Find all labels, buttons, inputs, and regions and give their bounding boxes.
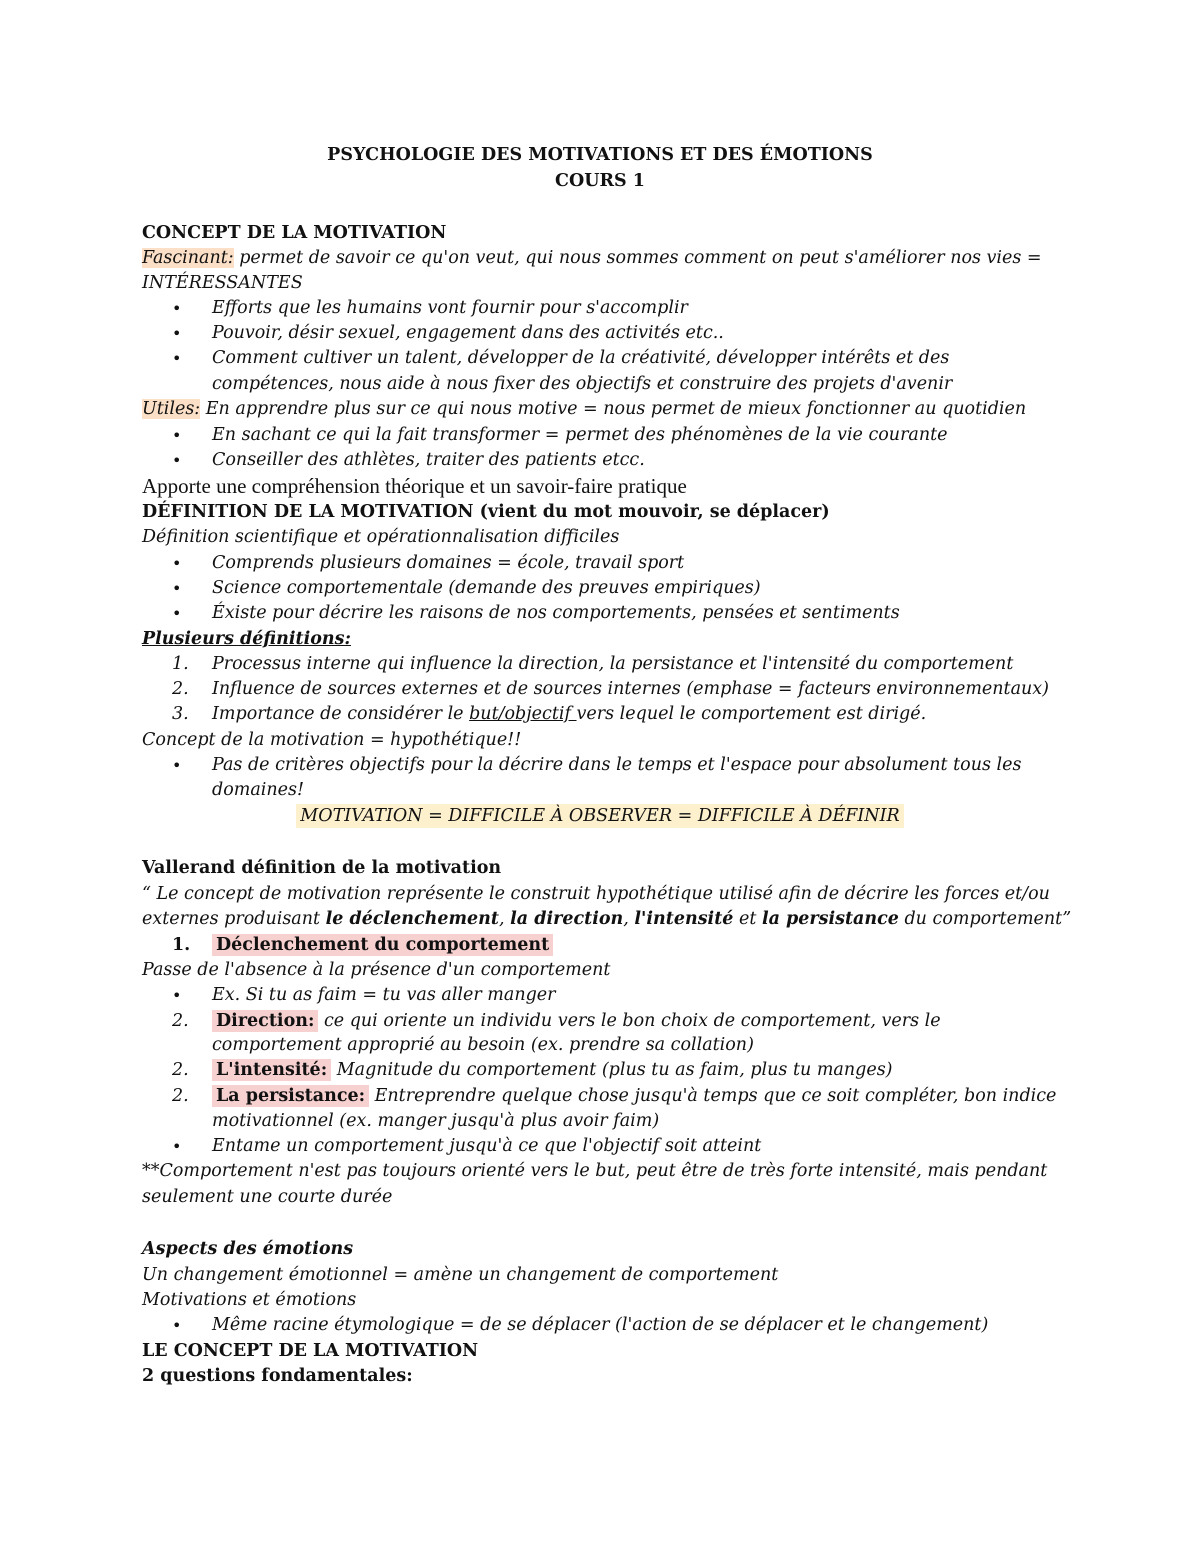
bold-text: le déclenchement [325, 909, 499, 929]
list-item [212, 702, 926, 727]
list-item: En sachant ce qui la fait transformer = permet des phénomènes de la vie courante [212, 425, 948, 445]
subheading: Plusieurs définitions: [142, 629, 351, 649]
paragraph-line: seulement une courte durée [142, 1187, 393, 1207]
text: , [623, 909, 635, 929]
bullet-icon: • [172, 579, 182, 598]
list-item: Processus interne qui influence la direction, la persistance et l'intensité du comportement [212, 654, 1014, 674]
list-item: Comprends plusieurs domaines = école, travail sport [212, 553, 685, 573]
text: ce qui oriente un individu vers le bon choix de comportement, vers le [318, 1011, 941, 1031]
bullet-icon: • [172, 324, 182, 343]
text: Entreprendre quelque chose jusqu'à temps que ce soit compléter, bon indice [369, 1086, 1057, 1106]
document-title: PSYCHOLOGIE DES MOTIVATIONS ET DES ÉMOTIONS [327, 145, 873, 165]
bullet-icon: • [172, 349, 182, 368]
list-number: 1. [172, 935, 191, 955]
paragraph-line [142, 397, 1026, 422]
highlight-label: L'intensité: [212, 1059, 331, 1081]
list-item [212, 1009, 941, 1034]
quote-line: “ Le concept de motivation représente le construit hypothétique utilisé afin de décrire les forces et/ou [142, 884, 1050, 904]
paragraph-line: INTÉRESSANTES [142, 273, 303, 293]
highlight-label: La persistance: [212, 1085, 369, 1107]
heading-text: DÉFINITION DE LA MOTIVATION [142, 502, 474, 522]
bullet-icon: • [172, 426, 182, 445]
bullet-icon: • [172, 554, 182, 573]
list-number: 2. [172, 1011, 189, 1031]
text: externes produisant [142, 909, 326, 929]
text: , [499, 909, 511, 929]
list-item: Pouvoir, désir sexuel, engagement dans des activités etc.. [212, 323, 724, 343]
section-heading: Vallerand définition de la motivation [142, 858, 502, 878]
text: En apprendre plus sur ce qui nous motive = nous permet de mieux fonctionner au quotidien [200, 399, 1027, 419]
list-item: comportement approprié au besoin (ex. prendre sa collation) [212, 1035, 754, 1055]
callout-line [0, 804, 1200, 829]
bullet-icon: • [172, 1137, 182, 1156]
section-heading: LE CONCEPT DE LA MOTIVATION [142, 1341, 479, 1361]
bullet-icon: • [172, 604, 182, 623]
bullet-icon: • [172, 299, 182, 318]
highlight-label: Direction: [212, 1010, 318, 1032]
highlight-label: Utiles: [142, 399, 201, 419]
text: vers lequel le comportement est dirigé. [576, 704, 927, 724]
list-item [212, 1084, 1056, 1109]
list-item: motivationnel (ex. manger jusqu'à plus avoir faim) [212, 1111, 660, 1131]
paragraph-line: Définition scientifique et opérationnalisation difficiles [142, 527, 620, 547]
list-number: 1. [172, 654, 189, 674]
heading-note: (vient du mot mouvoir, se déplacer) [473, 502, 830, 522]
list-item: Ex. Si tu as faim = tu vas aller manger [212, 985, 556, 1005]
list-item: Influence de sources externes et de sources internes (emphase = facteurs environnementaux) [212, 679, 1049, 699]
bullet-icon: • [172, 986, 182, 1005]
document-subtitle: COURS 1 [555, 171, 645, 191]
text: permet de savoir ce qu'on veut, qui nous sommes comment on peut s'améliorer nos vies = [233, 248, 1042, 268]
list-item: Comment cultiver un talent, développer de la créativité, développer intérêts et des [212, 348, 950, 368]
highlight-label: Fascinant: [142, 248, 234, 268]
bold-text: la persistance [761, 909, 899, 929]
section-heading: CONCEPT DE LA MOTIVATION [142, 223, 447, 243]
paragraph-line: Passe de l'absence à la présence d'un comportement [142, 960, 611, 980]
list-item: Efforts que les humains vont fournir pour s'accomplir [212, 298, 688, 318]
text: Magnitude du comportement (plus tu as faim, plus tu manges) [331, 1060, 893, 1080]
list-item: domaines! [212, 780, 305, 800]
text: et [733, 909, 762, 929]
section-heading: 2 questions fondamentales: [142, 1366, 413, 1386]
paragraph-line [142, 246, 1042, 271]
list-number: 2. [172, 1086, 189, 1106]
list-item: Même racine étymologique = de se déplacer (l'action de se déplacer et le changement) [212, 1315, 989, 1335]
underlined-text: but/objectif [469, 704, 577, 724]
list-item [212, 1058, 893, 1083]
bold-text: la direction [510, 909, 624, 929]
list-item: Conseiller des athlètes, traiter des patients etcc. [212, 450, 645, 470]
list-item: Éxiste pour décrire les raisons de nos comportements, pensées et sentiments [212, 603, 900, 623]
paragraph-line: Un changement émotionnel = amène un changement de comportement [142, 1265, 779, 1285]
list-item: compétences, nous aide à nous fixer des objectifs et construire des projets d'avenir [212, 374, 953, 394]
bullet-icon: • [172, 756, 182, 775]
paragraph-line: **Comportement n'est pas toujours orienté vers le but, peut être de très forte intensité, mais pendant [142, 1161, 1048, 1181]
paragraph-line: Concept de la motivation = hypothétique!! [142, 730, 522, 750]
list-item: Pas de critères objectifs pour la décrire dans le temps et l'espace pour absolument tous les [212, 755, 1022, 775]
section-heading [142, 500, 830, 525]
highlight-label: Déclenchement du comportement [212, 934, 553, 956]
list-item [212, 933, 553, 958]
text: Importance de considérer le [212, 704, 470, 724]
list-number: 2. [172, 1060, 189, 1080]
quote-line [142, 907, 1071, 932]
paragraph-line: Motivations et émotions [142, 1290, 357, 1310]
section-heading: Aspects des émotions [142, 1239, 354, 1259]
callout-highlight: MOTIVATION = DIFFICILE À OBSERVER = DIFFICILE À DÉFINIR [296, 804, 903, 828]
list-item: Science comportementale (demande des preuves empiriques) [212, 578, 761, 598]
bullet-icon: • [172, 451, 182, 470]
bullet-icon: • [172, 1316, 182, 1335]
list-number: 2. [172, 679, 189, 699]
paragraph-line: Apporte une compréhension théorique et un savoir-faire pratique [142, 474, 687, 498]
text: du comportement” [898, 909, 1072, 929]
list-item: Entame un comportement jusqu'à ce que l'objectif soit atteint [212, 1136, 762, 1156]
list-number: 3. [172, 704, 189, 724]
bold-text: l'intensité [634, 909, 734, 929]
